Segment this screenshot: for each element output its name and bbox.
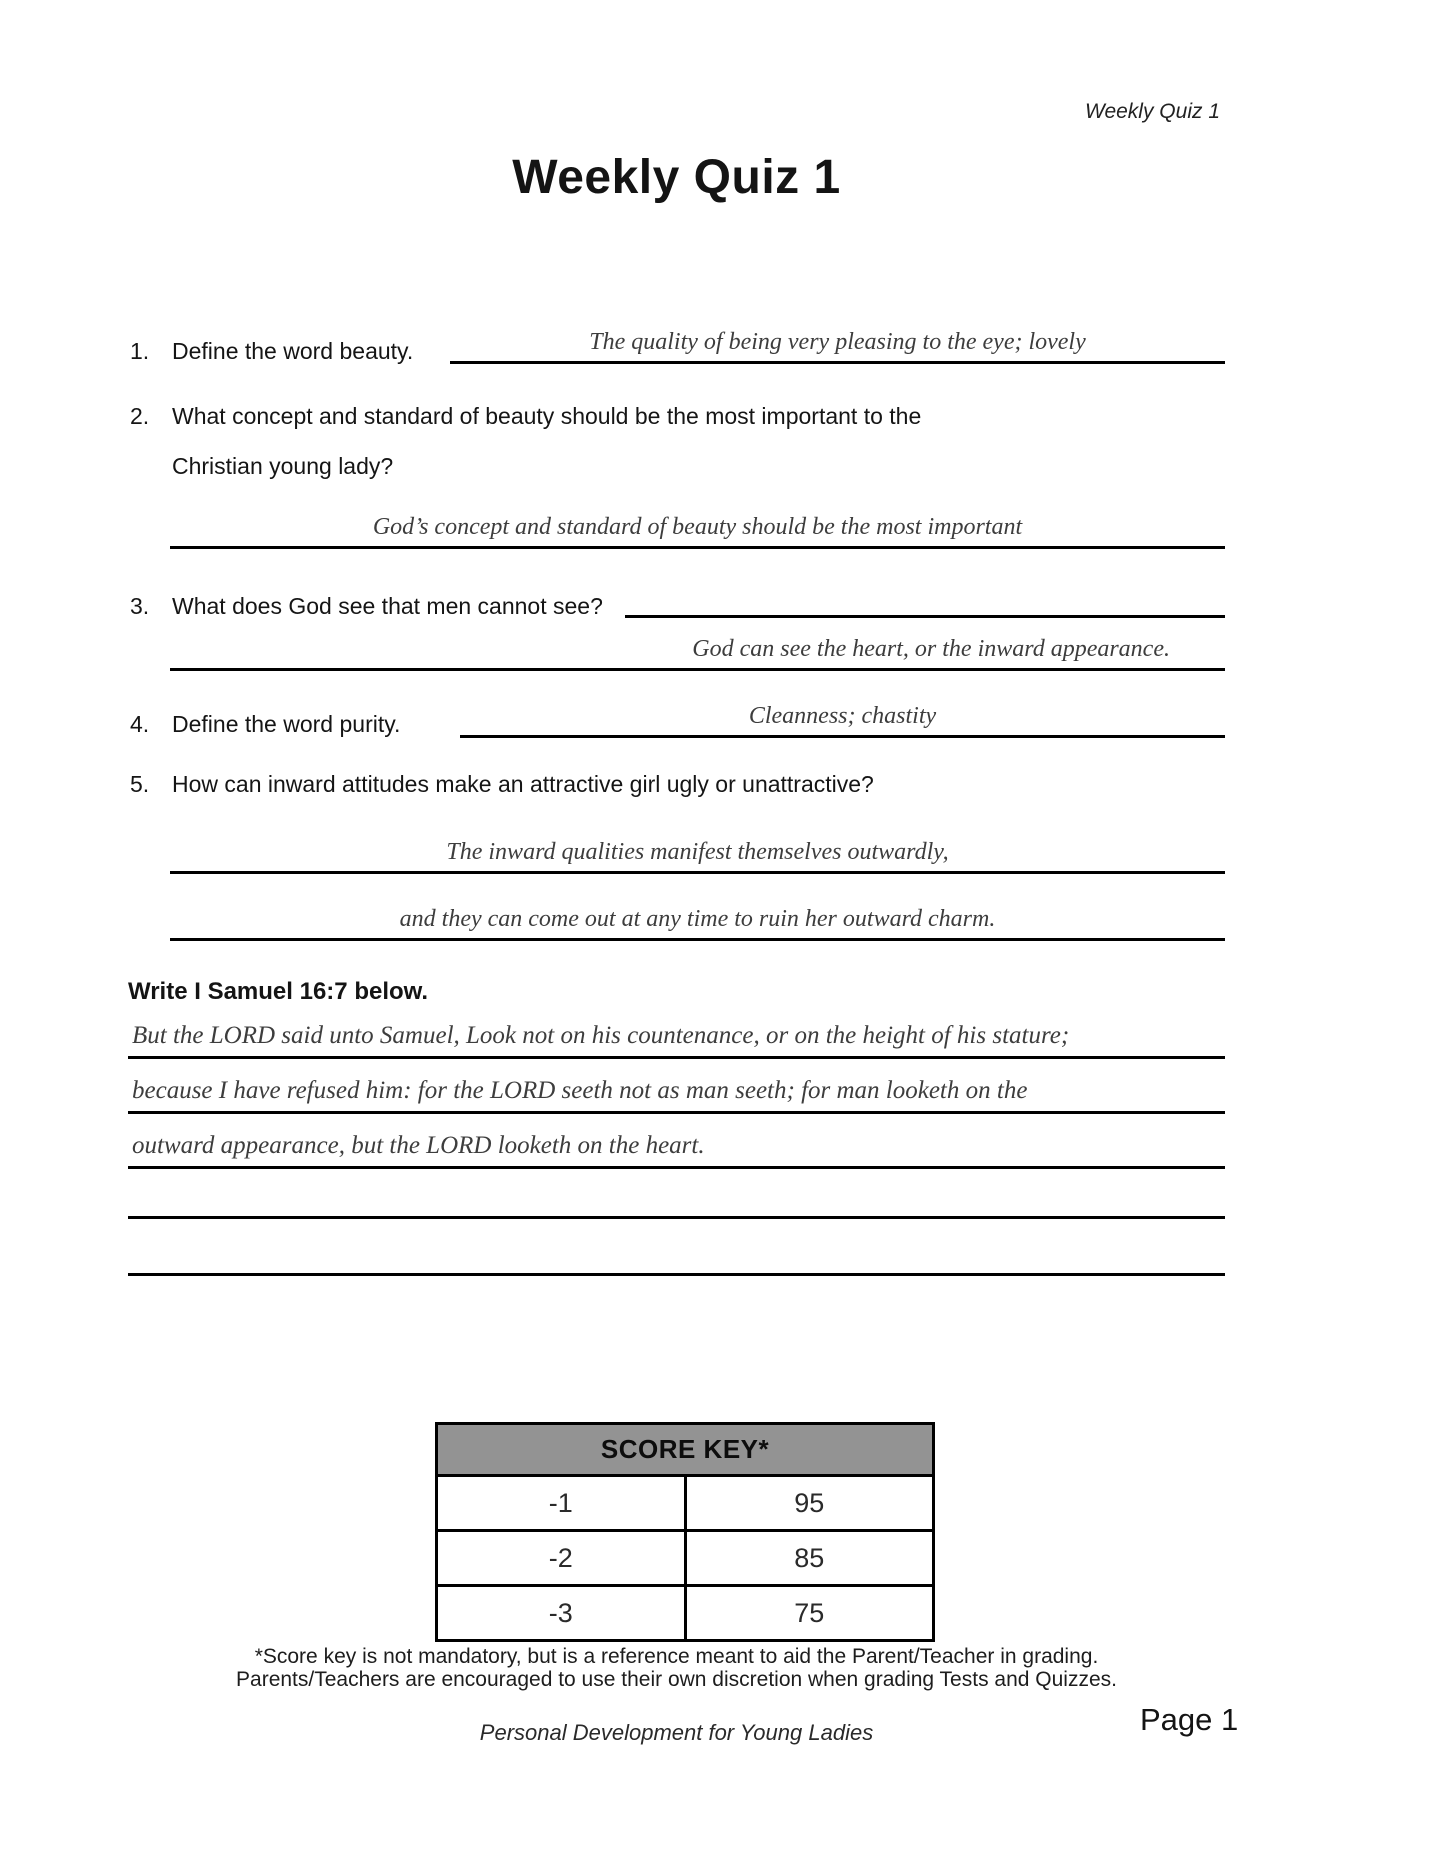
page-title: Weekly Quiz 1 — [512, 151, 841, 204]
question-number: 2. — [130, 403, 150, 429]
answer-line — [450, 361, 1225, 364]
table-row — [437, 1586, 934, 1641]
question-5 — [130, 771, 874, 798]
score-value-cell: 95 — [685, 1476, 934, 1531]
footer-book-title: Personal Development for Young Ladies — [479, 1720, 874, 1745]
answer-text: God can see the heart, or the inward appearance. — [692, 636, 1170, 662]
question-text: Define the word purity. — [172, 711, 401, 737]
question-number: 1. — [130, 338, 150, 364]
verse-text: But the LORD said unto Samuel, Look not on his countenance, or on the height of his stature; — [132, 1022, 1070, 1049]
question-text: What does God see that men cannot see? — [172, 593, 603, 619]
question-2 — [130, 403, 921, 430]
score-key-title: SCORE KEY* — [437, 1424, 934, 1476]
table-row — [437, 1531, 934, 1586]
answer-line — [625, 615, 1225, 618]
answer-line — [170, 546, 1225, 549]
write-section-heading: Write I Samuel 16:7 below. — [128, 978, 429, 1005]
running-header: Weekly Quiz 1 — [1085, 100, 1220, 123]
score-deduction-cell: -2 — [437, 1531, 686, 1586]
blank-line — [128, 1216, 1225, 1219]
verse-line — [128, 1111, 1225, 1114]
score-key-table — [435, 1422, 935, 1642]
score-value-cell: 85 — [685, 1531, 934, 1586]
answer-line — [170, 668, 1225, 671]
answer-line — [460, 735, 1225, 738]
verse-text: because I have refused him: for the LORD seeth not as man seeth; for man looketh on the — [132, 1077, 1028, 1104]
verse-line — [128, 1166, 1225, 1169]
question-4 — [130, 711, 400, 738]
verse-text: outward appearance, but the LORD looketh on the heart. — [132, 1132, 705, 1159]
answer-line — [170, 938, 1225, 941]
score-deduction-cell: -1 — [437, 1476, 686, 1531]
answer-text: The quality of being very pleasing to the eye; lovely — [589, 329, 1086, 355]
footnote-line: *Score key is not mandatory, but is a reference meant to aid the Parent/Teacher in grading. — [254, 1645, 1099, 1668]
answer-line — [170, 871, 1225, 874]
footnote-line: Parents/Teachers are encouraged to use their own discretion when grading Tests and Quizzes. — [236, 1668, 1117, 1691]
question-number: 5. — [130, 771, 150, 797]
question-text: What concept and standard of beauty should be the most important to the — [172, 403, 922, 429]
table-row — [437, 1476, 934, 1531]
page-number: Page 1 — [1140, 1702, 1239, 1737]
question-text: How can inward attitudes make an attractive girl ugly or unattractive? — [172, 771, 874, 797]
answer-text: The inward qualities manifest themselves outwardly, — [446, 839, 949, 865]
question-number: 3. — [130, 593, 150, 619]
answer-text: and they can come out at any time to ruin her outward charm. — [399, 906, 996, 932]
question-1 — [130, 338, 413, 365]
answer-text: God’s concept and standard of beauty should be the most important — [372, 514, 1023, 540]
verse-line — [128, 1056, 1225, 1059]
question-number: 4. — [130, 711, 150, 737]
question-3 — [130, 593, 603, 620]
blank-line — [128, 1273, 1225, 1276]
answer-text: Cleanness; chastity — [748, 703, 937, 729]
question-text: Define the word beauty. — [172, 338, 414, 364]
score-value-cell: 75 — [685, 1586, 934, 1641]
score-deduction-cell: -3 — [437, 1586, 686, 1641]
question-text-continued: Christian young lady? — [172, 453, 394, 479]
